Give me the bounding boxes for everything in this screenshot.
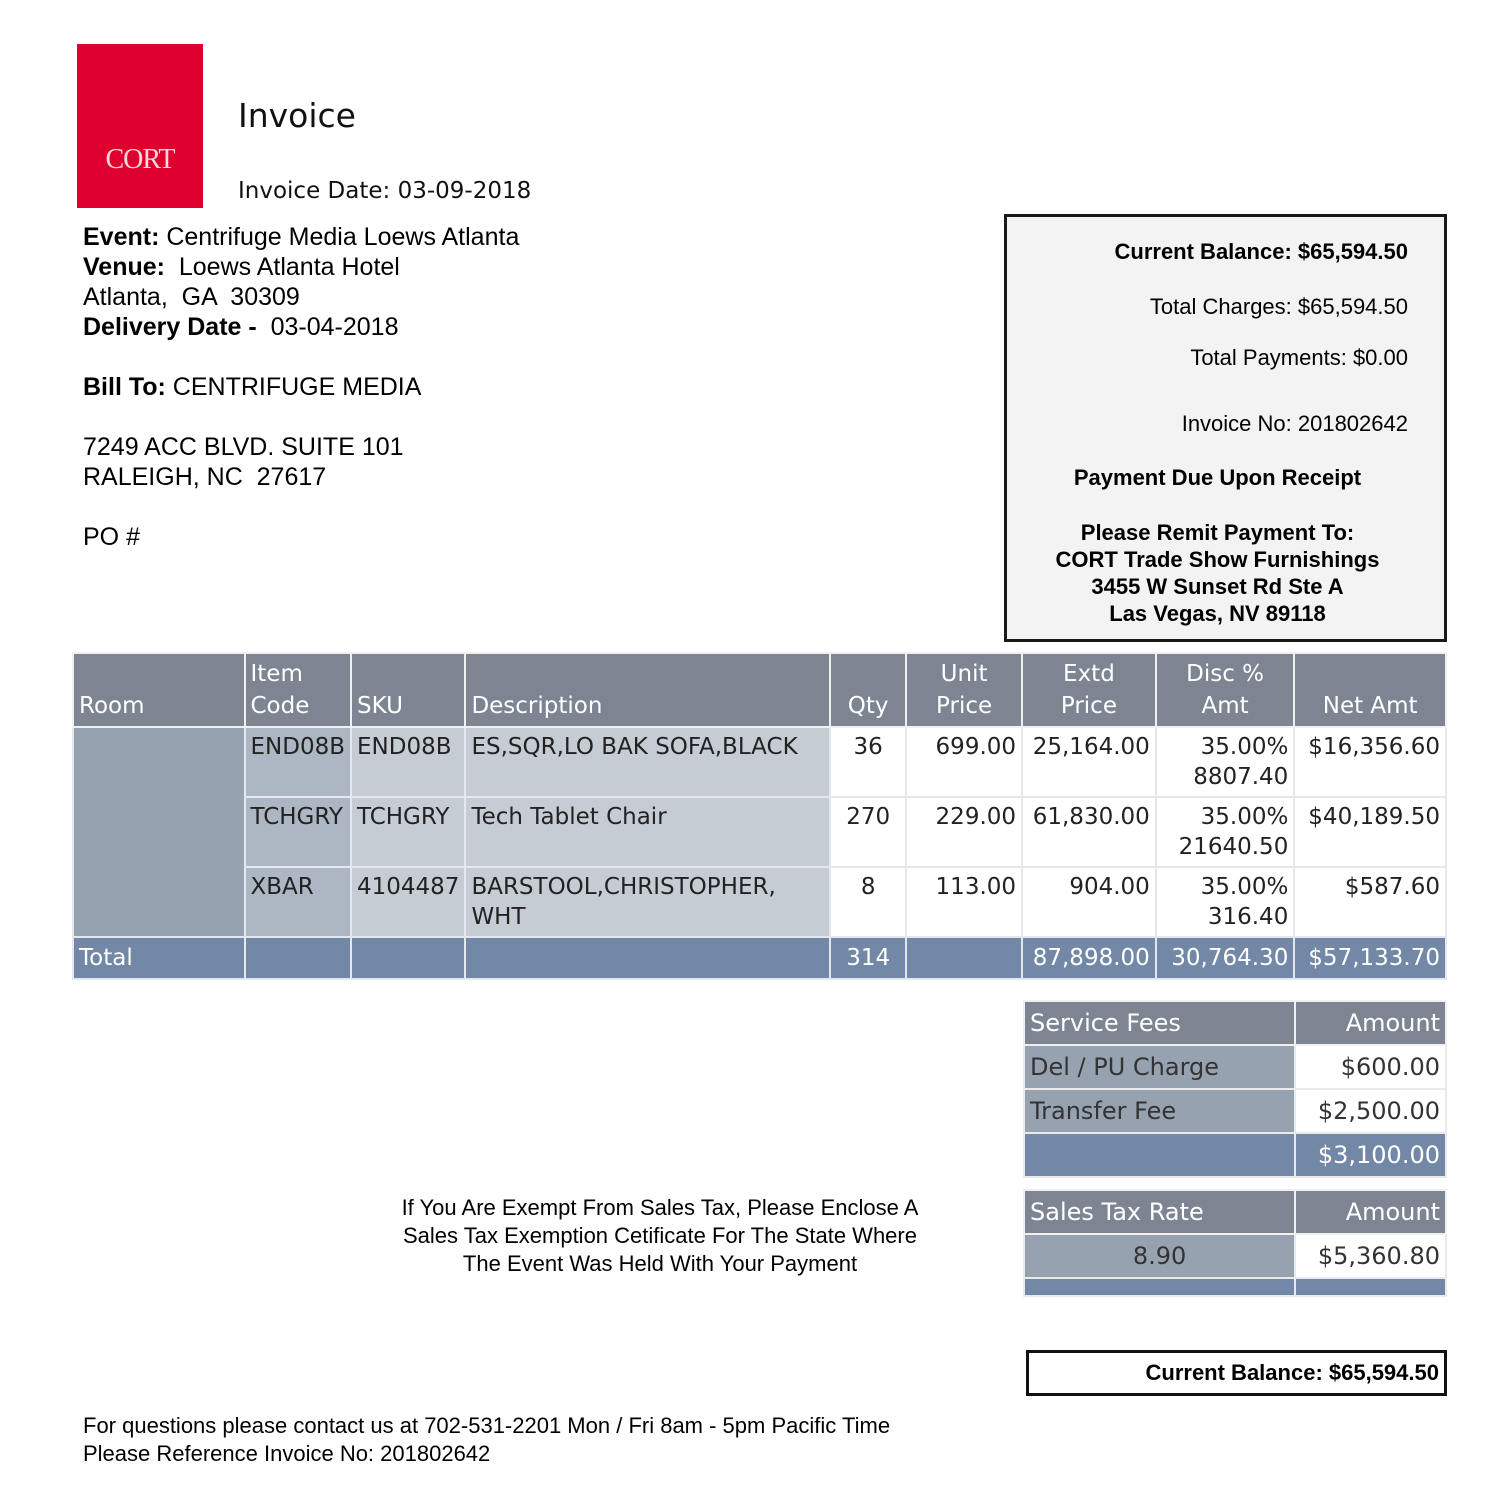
remit-city: Las Vegas, NV 89118 bbox=[1109, 601, 1326, 626]
exempt-line-2: Sales Tax Exemption Cetificate For The State Where bbox=[403, 1223, 917, 1248]
net-amt: $587.60 bbox=[1294, 867, 1446, 937]
page-title: Invoice bbox=[238, 96, 356, 135]
item-code: XBAR bbox=[245, 867, 352, 937]
event-info bbox=[83, 222, 519, 552]
col-description: Description bbox=[465, 653, 830, 727]
billto-value: CENTRIFUGE MEDIA bbox=[165, 373, 422, 401]
extd-price: 61,830.00 bbox=[1022, 797, 1156, 867]
fee-row bbox=[1024, 1045, 1446, 1089]
tax-row bbox=[1024, 1234, 1446, 1278]
total-disc-amt: 30,764.30 bbox=[1156, 937, 1295, 979]
remit-street: 3455 W Sunset Rd Ste A bbox=[1091, 574, 1344, 599]
fees-total: $3,100.00 bbox=[1295, 1133, 1446, 1177]
col-sku: SKU bbox=[351, 653, 465, 727]
sales-tax-header: Sales Tax Rate bbox=[1024, 1190, 1295, 1234]
discount: 35.00% 8807.40 bbox=[1156, 727, 1295, 797]
fee-label: Del / PU Charge bbox=[1024, 1045, 1295, 1089]
total-row bbox=[73, 937, 1446, 979]
invoice-number: Invoice No: 201802642 bbox=[1181, 411, 1408, 436]
items-table bbox=[72, 652, 1447, 980]
event-value: Centrifuge Media Loews Atlanta bbox=[159, 223, 520, 251]
table-row bbox=[73, 727, 1446, 797]
item-code: END08B bbox=[245, 727, 352, 797]
col-unit-price: Unit Price bbox=[906, 653, 1022, 727]
fees-total-row bbox=[1024, 1133, 1446, 1177]
total-label: Total bbox=[73, 937, 245, 979]
fee-amount: $2,500.00 bbox=[1295, 1089, 1446, 1133]
sku: 4104487 bbox=[351, 867, 465, 937]
unit-price: 699.00 bbox=[906, 727, 1022, 797]
sku: END08B bbox=[351, 727, 465, 797]
cort-logo bbox=[77, 44, 203, 208]
total-extd-price: 87,898.00 bbox=[1022, 937, 1156, 979]
footer bbox=[83, 1412, 890, 1468]
col-disc: Disc % Amt bbox=[1156, 653, 1295, 727]
tax-rate: 8.90 bbox=[1024, 1234, 1295, 1278]
invoice-date: Invoice Date: 03-09-2018 bbox=[238, 178, 532, 204]
extd-price: 904.00 bbox=[1022, 867, 1156, 937]
sales-tax-amount-header: Amount bbox=[1295, 1190, 1446, 1234]
total-charges: Total Charges: $65,594.50 bbox=[1149, 294, 1408, 319]
room-cell bbox=[73, 727, 245, 937]
billing-address-1: 7249 ACC BLVD. SUITE 101 bbox=[83, 433, 404, 461]
current-balance: Current Balance: $65,594.50 bbox=[1114, 239, 1408, 264]
total-payments: Total Payments: $0.00 bbox=[1190, 345, 1408, 370]
tax-amount: $5,360.80 bbox=[1295, 1234, 1446, 1278]
col-net-amt: Net Amt bbox=[1294, 653, 1446, 727]
summary-box bbox=[1004, 214, 1447, 642]
fee-amount: $600.00 bbox=[1295, 1045, 1446, 1089]
venue-label: Venue: bbox=[83, 253, 165, 281]
net-amt: $40,189.50 bbox=[1294, 797, 1446, 867]
service-fees-amount-header: Amount bbox=[1295, 1001, 1446, 1045]
qty: 270 bbox=[830, 797, 906, 867]
qty: 8 bbox=[830, 867, 906, 937]
exempt-line-3: The Event Was Held With Your Payment bbox=[462, 1251, 858, 1276]
table-row bbox=[73, 867, 1446, 937]
col-qty: Qty bbox=[830, 653, 906, 727]
exempt-line-1: If You Are Exempt From Sales Tax, Please Enclose A bbox=[401, 1195, 919, 1220]
tax-total-row bbox=[1024, 1278, 1446, 1296]
venue-city: Atlanta, GA 30309 bbox=[83, 283, 300, 311]
table-header bbox=[73, 653, 1446, 727]
unit-price: 229.00 bbox=[906, 797, 1022, 867]
service-fees-header: Service Fees bbox=[1024, 1001, 1295, 1045]
col-item-code: Item Code bbox=[245, 653, 352, 727]
billto-label: Bill To: bbox=[83, 373, 166, 401]
col-room: Room bbox=[73, 653, 245, 727]
fee-label: Transfer Fee bbox=[1024, 1089, 1295, 1133]
reference-line: Please Reference Invoice No: 201802642 bbox=[83, 1441, 491, 1466]
delivery-line bbox=[83, 312, 519, 342]
billto-line bbox=[83, 372, 519, 402]
bottom-current-balance: Current Balance: $65,594.50 bbox=[1026, 1350, 1447, 1396]
event-line bbox=[83, 222, 519, 252]
remit-name: CORT Trade Show Furnishings bbox=[1055, 547, 1380, 572]
delivery-value: 03-04-2018 bbox=[256, 313, 399, 341]
total-net-amt: $57,133.70 bbox=[1294, 937, 1446, 979]
description: BARSTOOL,CHRISTOPHER, WHT bbox=[465, 867, 830, 937]
table-row bbox=[73, 797, 1446, 867]
payment-due: Payment Due Upon Receipt bbox=[1073, 465, 1362, 490]
tax-exempt-notice bbox=[330, 1194, 990, 1278]
service-fees-table bbox=[1023, 1000, 1447, 1178]
unit-price: 113.00 bbox=[906, 867, 1022, 937]
item-code: TCHGRY bbox=[245, 797, 352, 867]
fee-row bbox=[1024, 1089, 1446, 1133]
extd-price: 25,164.00 bbox=[1022, 727, 1156, 797]
discount: 35.00% 21640.50 bbox=[1156, 797, 1295, 867]
total-qty: 314 bbox=[830, 937, 906, 979]
venue-value: Loews Atlanta Hotel bbox=[164, 253, 400, 281]
po-number: PO # bbox=[83, 523, 140, 551]
net-amt: $16,356.60 bbox=[1294, 727, 1446, 797]
venue-line bbox=[83, 252, 519, 282]
sales-tax-table bbox=[1023, 1189, 1447, 1297]
discount: 35.00% 316.40 bbox=[1156, 867, 1295, 937]
contact-line: For questions please contact us at 702-531-2201 Mon / Fri 8am - 5pm Pacific Time bbox=[83, 1413, 891, 1438]
delivery-label: Delivery Date - bbox=[83, 313, 257, 341]
logo-text: CORT bbox=[105, 144, 175, 175]
description: Tech Tablet Chair bbox=[465, 797, 830, 867]
qty: 36 bbox=[830, 727, 906, 797]
remit-title: Please Remit Payment To: bbox=[1080, 520, 1355, 545]
billing-address-2: RALEIGH, NC 27617 bbox=[83, 463, 327, 491]
col-extd-price: Extd Price bbox=[1022, 653, 1156, 727]
sku: TCHGRY bbox=[351, 797, 465, 867]
event-label: Event: bbox=[83, 223, 160, 251]
description: ES,SQR,LO BAK SOFA,BLACK bbox=[465, 727, 830, 797]
